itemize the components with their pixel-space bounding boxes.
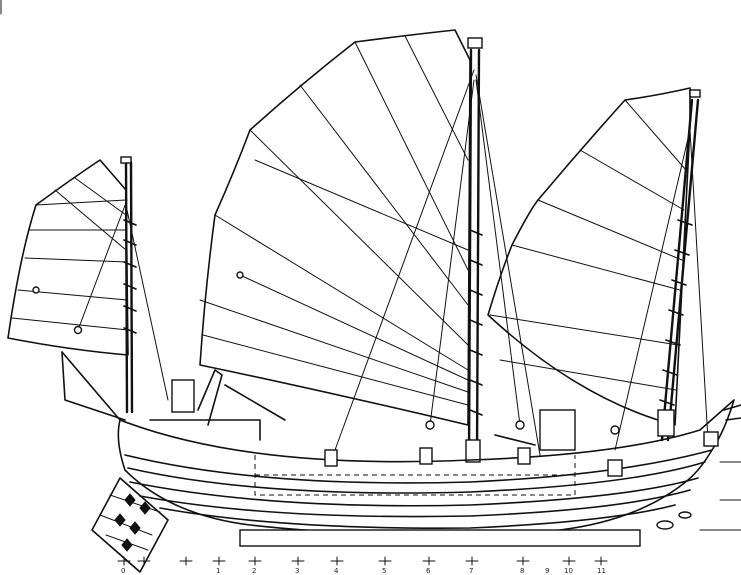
station-label: 1	[216, 567, 221, 575]
main-sail	[200, 30, 470, 425]
hull	[62, 352, 734, 546]
fore-sail	[488, 88, 690, 425]
rudder	[92, 478, 168, 572]
station-labels	[121, 567, 606, 575]
station-label: 4	[334, 567, 339, 575]
fore-mast	[611, 90, 708, 450]
station-label: 5	[382, 567, 387, 575]
station-label: 3	[295, 567, 300, 575]
station-label: 6	[426, 567, 431, 575]
station-label: 10	[564, 567, 573, 575]
side-markers	[700, 462, 741, 530]
station-label: 11	[597, 567, 606, 575]
station-ticks	[118, 557, 607, 565]
station-label: 9	[545, 567, 550, 575]
station-label: 8	[520, 567, 525, 575]
station-label: 0	[121, 567, 126, 575]
station-label: 2	[252, 567, 257, 575]
mizzen-mast	[33, 157, 168, 412]
mizzen-sail	[8, 160, 128, 355]
station-label: 7	[469, 567, 474, 575]
